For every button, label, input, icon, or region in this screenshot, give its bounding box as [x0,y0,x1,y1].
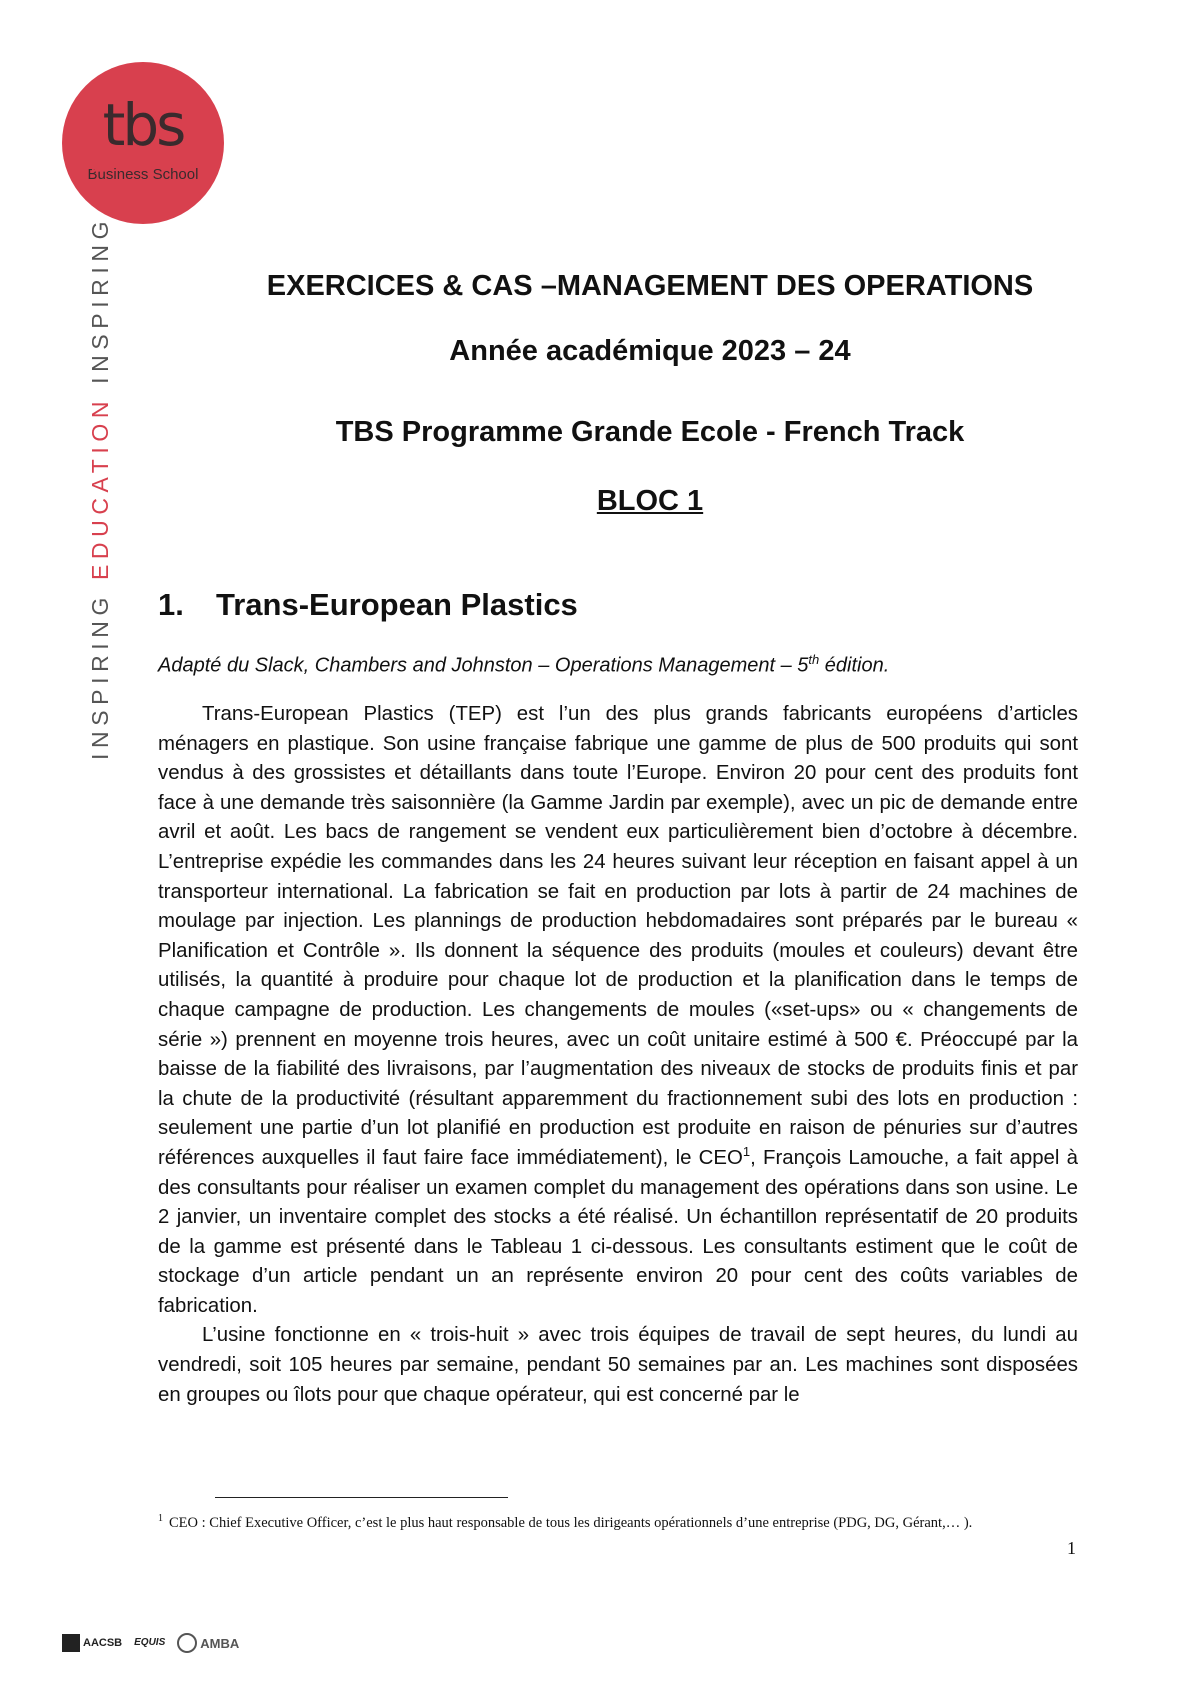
footnote [158,1513,972,1532]
body-text [158,700,1078,1410]
amba-label: AMBA [200,1635,240,1651]
source-text: Adapté du Slack, Chambers and Johnston – Operations Management – 5 [158,654,809,677]
tagline-part1: INSPIRING [87,580,113,760]
source-sup: th [808,652,820,667]
source-text-end: édition. [819,654,890,677]
paragraph [158,700,1078,1321]
section-title: Trans-European Plastics [216,587,578,622]
section-number: 1. [158,587,184,622]
tagline-part2: INSPIRING [87,203,113,396]
program-name: TBS Programme Grande Ecole - French Track [335,416,965,448]
paragraph-text: Trans-European Plastics (TEP) est l’un des plus grands fabricants européens d’articles ménagers en plastique. Son usine française fabrique une gamme de plus de 500 produits qui sont vendus à des grossistes et détaillants dans toute l’Europe. Environ 20 pour cent des produits font face à une demande très saisonnière (la Gamme Jardin par exemple), avec un pic de demande entre avril et août. Les bacs de rangement se vendent eux particulièrement bien d’octobre à décembre. L’entreprise expédie les commandes dans les 24 heures suivant leur réception en faisant appel à un transporteur international. La fabrication se fait en production par lots à partir de 24 machines de moulage par injection. Les plannings de production hebdomadaires sont préparés par le bureau « Planification et Contrôle ». Ils donnent la séquence des produits (moules et couleurs) devant être utilisés, la quantité à produire pour chaque lot de production et la planification dans le temps de chaque campagne de production. Les changements de moules («set-ups» ou « changements de série ») prennent en moyenne trois heures, avec un coût unitaire estimé à 500 €. Préoccupé par la baisse de la fiabilité des livraisons, par l’augmentation des niveaux de stocks de produits finis et par la chute de la productivité (résultant apparemment du fractionnement subi des lots en production : seulement une partie d’un lot planifié en production est produite en raison de pénuries sur d’autres références auxquelles il faut faire face immédiatement), le CEO [158,703,1078,1169]
document-title: EXERCICES & CAS –MANAGEMENT DES OPERATIONS [266,270,1034,302]
accreditation-logos [62,1628,239,1658]
footnote-separator [215,1497,508,1498]
section-heading [158,587,578,623]
tagline-accent: EDUCATION [87,395,113,581]
source-citation [158,652,889,678]
tagline-accent2: LIFE [87,132,113,204]
aacsb-mark-icon [62,1634,80,1652]
footnote-text: CEO : Chief Executive Officer, c’est le plus haut responsable de tous les dirigeants opérationnels d’une entreprise (PDG, DG, Gérant,… ). [169,1514,973,1531]
paragraph [158,1321,1078,1410]
amba-circle-icon [177,1633,197,1653]
aacsb-label: AACSB [83,1637,123,1649]
equis-label: EQUIS [134,1637,166,1648]
amba-logo [177,1633,239,1653]
aacsb-logo [62,1634,122,1652]
footnote-ref[interactable]: 1 [742,1144,751,1160]
paragraph-text: L’usine fonctionne en « trois-huit » avec trois équipes de travail de sept heures, du lundi au vendredi, soit 105 heures par semaine, pendant 50 semaines par an. Les machines sont disposées en groupes ou îlots pour que chaque opérateur, qui est concerné par le [158,1324,1078,1406]
equis-logo [134,1638,165,1648]
footnote-number: 1 [158,1513,163,1524]
vertical-tagline [80,132,120,760]
logo-wordmark: tbs [102,91,184,159]
academic-year: Année académique 2023 – 24 [449,335,851,367]
paragraph-text-cont: , François Lamouche, a fait appel à des consultants pour réaliser un examen complet du management des opérations dans son usine. Le 2 janvier, un inventaire complet des stocks a été réalisé. Un échantillon représentatif de 20 produits de la gamme est présenté dans le Tableau 1 ci-dessous. Les consultants estiment que le coût de stockage d’un article pendant un an représente environ 20 pour cent des coûts variables de fabrication. [158,1146,1078,1317]
logo-subtitle: Business School [87,166,199,183]
bloc-heading: BLOC 1 [596,485,704,517]
page-number: 1 [1067,1538,1076,1558]
